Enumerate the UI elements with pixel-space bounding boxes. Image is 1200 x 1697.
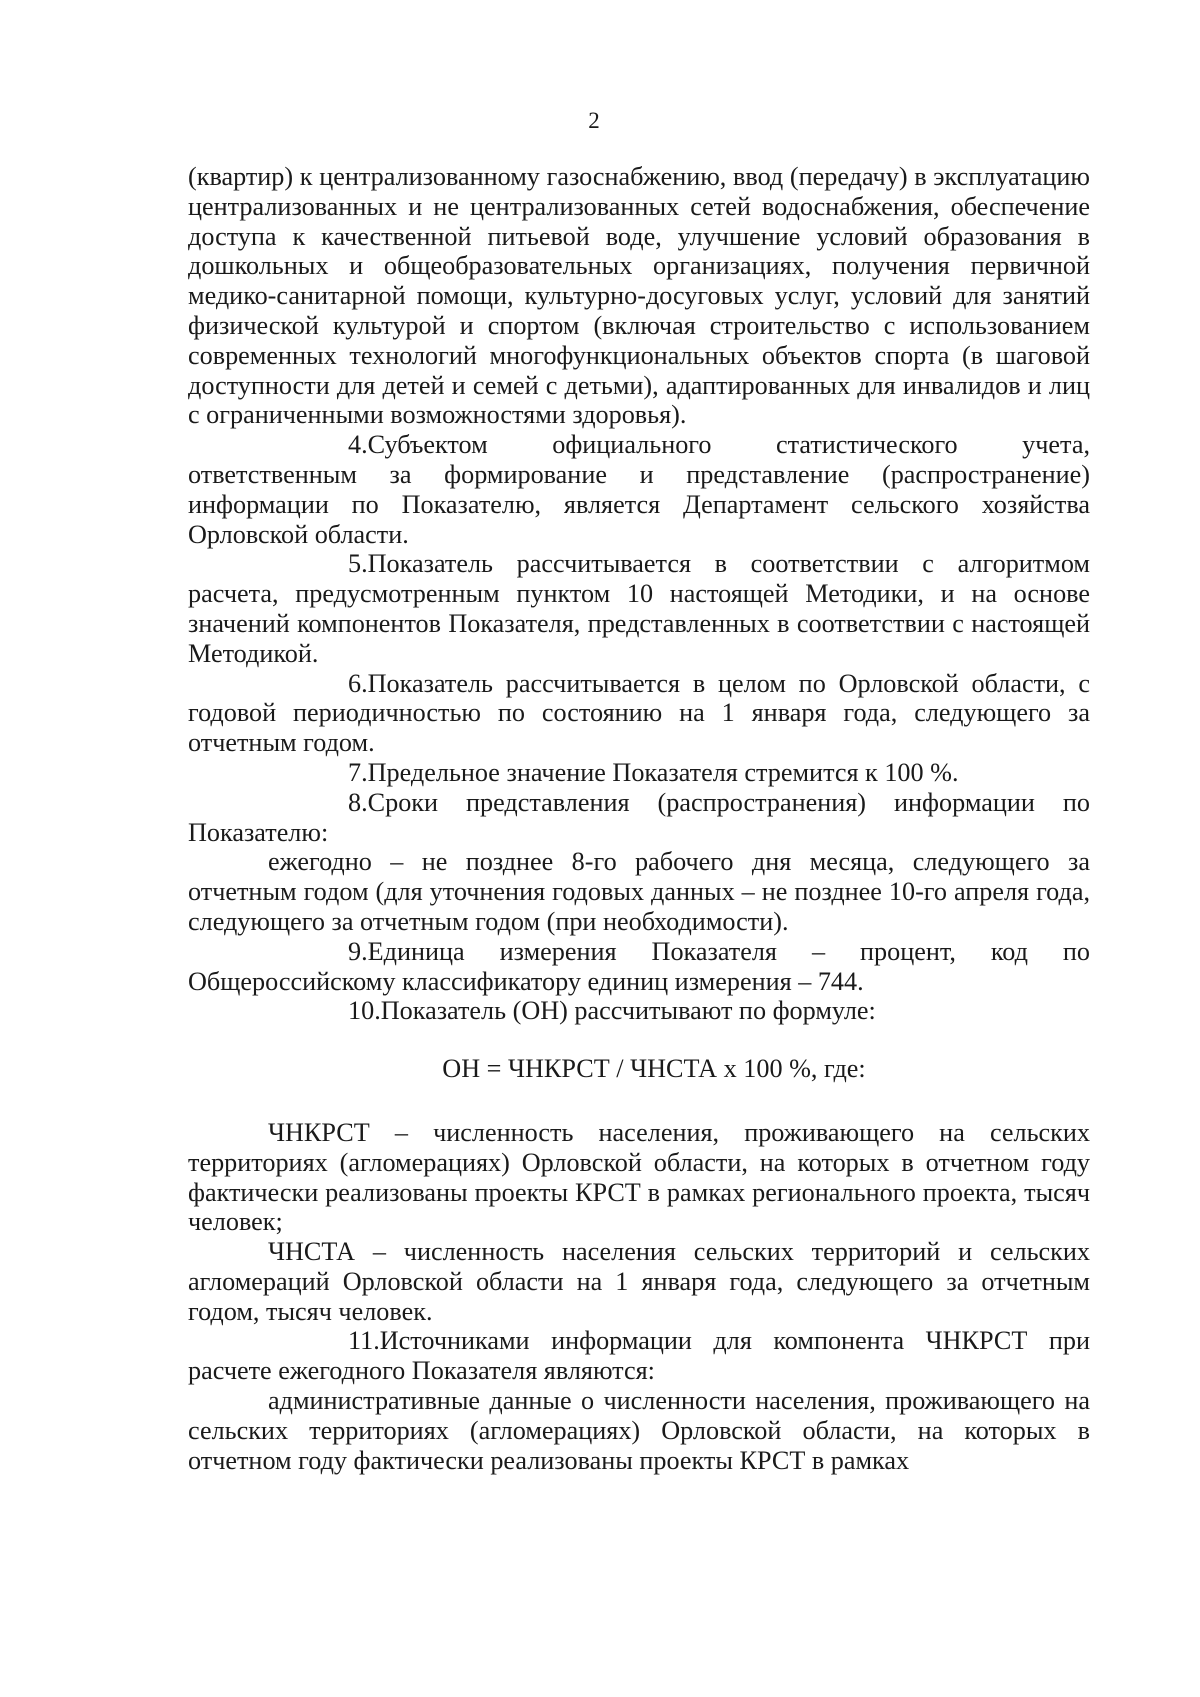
paragraph-text: Сроки представления (распространения) информации по Показателю: <box>188 787 1090 847</box>
item-number: 5. <box>348 549 368 579</box>
paragraph-item-11 <box>188 1326 1090 1386</box>
formula: ОН = ЧНКРСТ / ЧНСТА х 100 %, где: <box>442 1054 866 1084</box>
paragraph-deadline: ежегодно – не позднее 8-го рабочего дня месяца, следующего за отчетным годом (для уточнения годовых данных – не позднее 10-го апреля года, следующего за отчетным годом (при необходимости). <box>188 847 1090 936</box>
paragraph-text: Предельное значение Показателя стремится к 100 %. <box>367 757 959 787</box>
paragraph-text: Источниками информации для компонента ЧНКРСТ при расчете ежегодного Показателя являются: <box>188 1326 1090 1386</box>
item-number: 11. <box>348 1326 380 1356</box>
paragraph-text: Показатель (ОН) рассчитывают по формуле: <box>380 996 876 1026</box>
paragraph-item-8 <box>188 788 1090 848</box>
paragraph-item-9 <box>188 937 1090 997</box>
paragraph-text: Показатель рассчитывается в соответствии с алгоритмом расчета, предусмотренным пунктом 10 настоящей Методики, и на основе значений компонентов Показателя, представленных в соответствии с настоящей Методикой. <box>188 549 1090 668</box>
paragraph-text: Субъектом официального статистического учета, ответственным за формирование и представление (распространение) информации по Показателю, является Департамент сельского хозяйства Орловской области. <box>188 430 1090 549</box>
paragraph-text: Показатель рассчитывается в целом по Орловской области, с годовой периодичностью по состоянию на 1 января года, следующего за отчетным годом. <box>188 668 1090 758</box>
item-number: 8. <box>348 787 368 817</box>
item-number: 4. <box>348 430 368 460</box>
item-number: 9. <box>348 936 368 966</box>
item-number: 6. <box>348 668 368 698</box>
paragraph-item-10 <box>188 996 1090 1026</box>
item-number: 10. <box>348 996 381 1026</box>
paragraph-continuation: (квартир) к централизованному газоснабжению, ввод (передачу) в эксплуатацию централизованных и не централизованных сетей водоснабжения, обеспечение доступа к качественной питьевой воде, улучшение условий образования в дошкольных и общеобразовательных организациях, получения первичной медико-санитарной помощи, культурно-досуговых услуг, условий для занятий физической культурой и спортом (включая строительство с использованием современных технологий многофункциональных объектов спорта (в шаговой доступности для детей и семей с детьми), адаптированных для инвалидов и лиц с ограниченными возможностями здоровья). <box>188 162 1090 430</box>
page-number: 2 <box>588 108 600 133</box>
paragraph-item-5 <box>188 549 1090 668</box>
document-body <box>188 162 1090 1475</box>
definition-chnkrst: ЧНКРСТ – численность населения, проживающего на сельских территориях (агломерациях) Орловской области, на которых в отчетном году фактически реализованы проекты КРСТ в рамках регионального проекта, тысяч человек; <box>188 1117 1090 1237</box>
item-number: 7. <box>348 757 368 787</box>
paragraph-sources: административные данные о численности населения, проживающего на сельских территориях (агломерациях) Орловской области, на которых в отчетном году фактически реализованы проекты КРСТ в рамках <box>188 1386 1090 1475</box>
paragraph-item-4 <box>188 430 1090 549</box>
paragraph-item-7 <box>188 758 1090 788</box>
definition-chnsta: ЧНСТА – численность населения сельских территорий и сельских агломераций Орловской области на 1 января года, следующего за отчетным годом, тысяч человек. <box>188 1237 1090 1326</box>
paragraph-text: Единица измерения Показателя – процент, код по Общероссийскому классификатору единиц измерения – 744. <box>188 936 1090 996</box>
paragraph-item-6 <box>188 669 1090 758</box>
